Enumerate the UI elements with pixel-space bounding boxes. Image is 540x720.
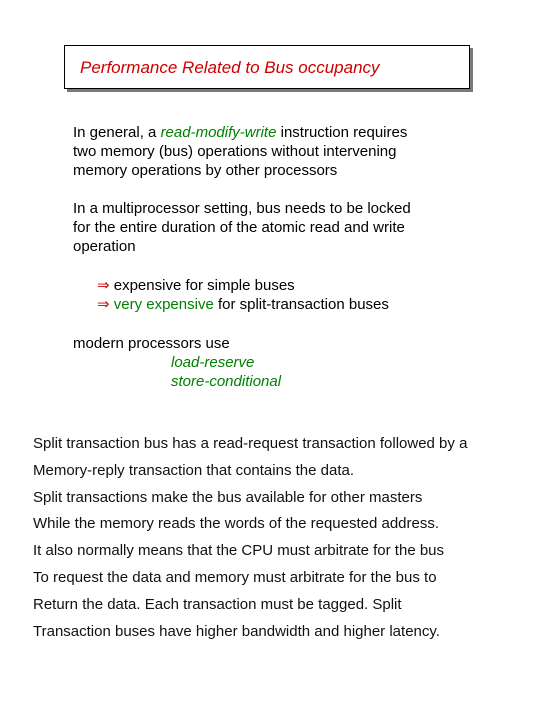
- store-conditional-term: store-conditional: [171, 373, 282, 390]
- modern-processors-block: [73, 334, 281, 391]
- bullet-list: [97, 276, 389, 314]
- note-line: Split transactions make the bus available for other masters: [33, 488, 423, 506]
- page-title: Performance Related to Bus occupancy: [80, 58, 380, 77]
- paragraph-line: In a multiprocessor setting, bus needs to be locked: [73, 200, 411, 217]
- load-reserve-term: load-reserve: [171, 354, 255, 371]
- bullet-text: expensive for simple buses: [109, 277, 295, 294]
- paragraph-line: modern processors use: [73, 335, 230, 352]
- emphasis-read-modify-write: read-modify-write: [160, 124, 277, 141]
- paragraph-bus-locked: [73, 199, 411, 256]
- bullet-item-split-transaction: [97, 295, 389, 314]
- note-line: Return the data. Each transaction must be tagged. Split: [33, 595, 402, 613]
- note-line: While the memory reads the words of the requested address.: [33, 515, 440, 533]
- note-line: Memory-reply transaction that contains the data.: [33, 461, 354, 479]
- implies-arrow-icon: ⇒: [97, 277, 110, 294]
- bullet-item-simple-buses: [97, 276, 389, 295]
- text-segment: In general, a: [73, 124, 161, 141]
- paragraph-read-modify-write: [73, 123, 407, 180]
- split-transaction-notes: [33, 431, 467, 645]
- text-segment: instruction requires: [276, 124, 408, 141]
- note-line: To request the data and memory must arbitrate for the bus to: [33, 568, 437, 586]
- emphasis-very-expensive: very expensive: [109, 296, 214, 313]
- implies-arrow-icon: ⇒: [97, 296, 110, 313]
- paragraph-line: [73, 123, 407, 142]
- paragraph-line: operation: [73, 238, 136, 255]
- note-line: It also normally means that the CPU must arbitrate for the bus: [33, 542, 445, 560]
- title-box: [64, 45, 470, 89]
- paragraph-line: memory operations by other processors: [73, 162, 338, 179]
- bullet-text: for split-transaction buses: [213, 296, 389, 313]
- paragraph-line: two memory (bus) operations without intervening: [73, 143, 397, 160]
- paragraph-line: for the entire duration of the atomic read and write: [73, 219, 405, 236]
- note-line: Transaction buses have higher bandwidth and higher latency.: [33, 622, 440, 640]
- note-line: Split transaction bus has a read-request transaction followed by a: [33, 435, 468, 452]
